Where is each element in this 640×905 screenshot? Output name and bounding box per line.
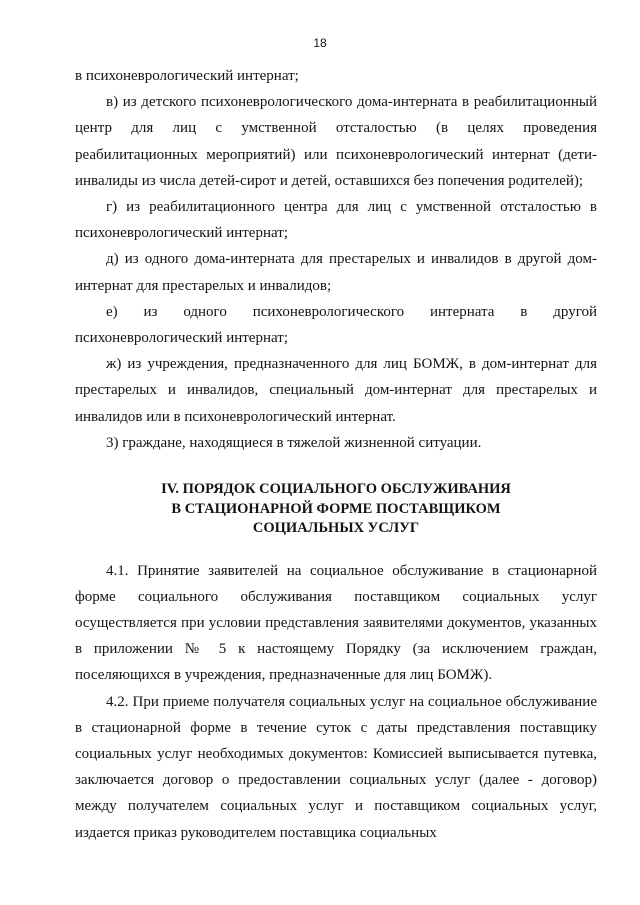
paragraph: д) из одного дома-интерната для престарелых и инвалидов в другой дом-интернат для престарелых и инвалидов; [75,251,597,294]
paragraph: 4.1. Принятие заявителей на социальное обслуживание в стационарной форме социального обслуживания поставщиком социальных услуг осуществляется при условии представления заявителями документов, указанных в приложении № 5 к настоящему Порядку (за исключением граждан, поселяющихся в учреждения, предназначенные для лиц БОМЖ). [75,562,597,684]
paragraph: в психоневрологический интернат; [75,68,299,84]
paragraph: г) из реабилитационного центра для лиц с умственной отсталостью в психоневрологический интернат; [75,199,597,242]
paragraph: 3) граждане, находящиеся в тяжелой жизненной ситуации. [106,434,482,451]
heading-line: IV. ПОРЯДОК СОЦИАЛЬНОГО ОБСЛУЖИВАНИЯ [161,481,511,498]
paragraph: ж) из учреждения, предназначенного для лиц БОМЖ, в дом-интернат для престарелых и инвалидов, специальный дом-интернат для престарелых и инвалидов или в психоневрологический интернат. [75,356,597,425]
paragraph: 4.2. При приеме получателя социальных услуг на социальное обслуживание в стационарной форме в течение суток с даты представления поставщику социальных услуг необходимых документов: Комиссией выписывается путевка, заключается договор о предоставлении социальных услуг (далее - договор) между получателем социальных услуг и поставщиком социальных услуг, издается приказ руководителем поставщика социальных [75,693,597,841]
heading-line: В СТАЦИОНАРНОЙ ФОРМЕ ПОСТАВЩИКОМ [171,500,501,517]
section-heading [75,480,597,539]
paragraph: в) из детского психоневрологического дома-интерната в реабилитационный центр для лиц с умственной отсталостью (в целях проведения реабилитационных мероприятий) или психоневрологический интернат (дети-инвалиды из числа детей-сирот и детей, оставшихся без попечения родителей); [75,94,597,189]
document-body [75,63,597,846]
heading-line: СОЦИАЛЬНЫХ УСЛУГ [252,520,420,537]
paragraph: е) из одного психоневрологического интерната в другой психоневрологический интернат; [75,303,597,347]
page-number: 18 [313,36,327,50]
